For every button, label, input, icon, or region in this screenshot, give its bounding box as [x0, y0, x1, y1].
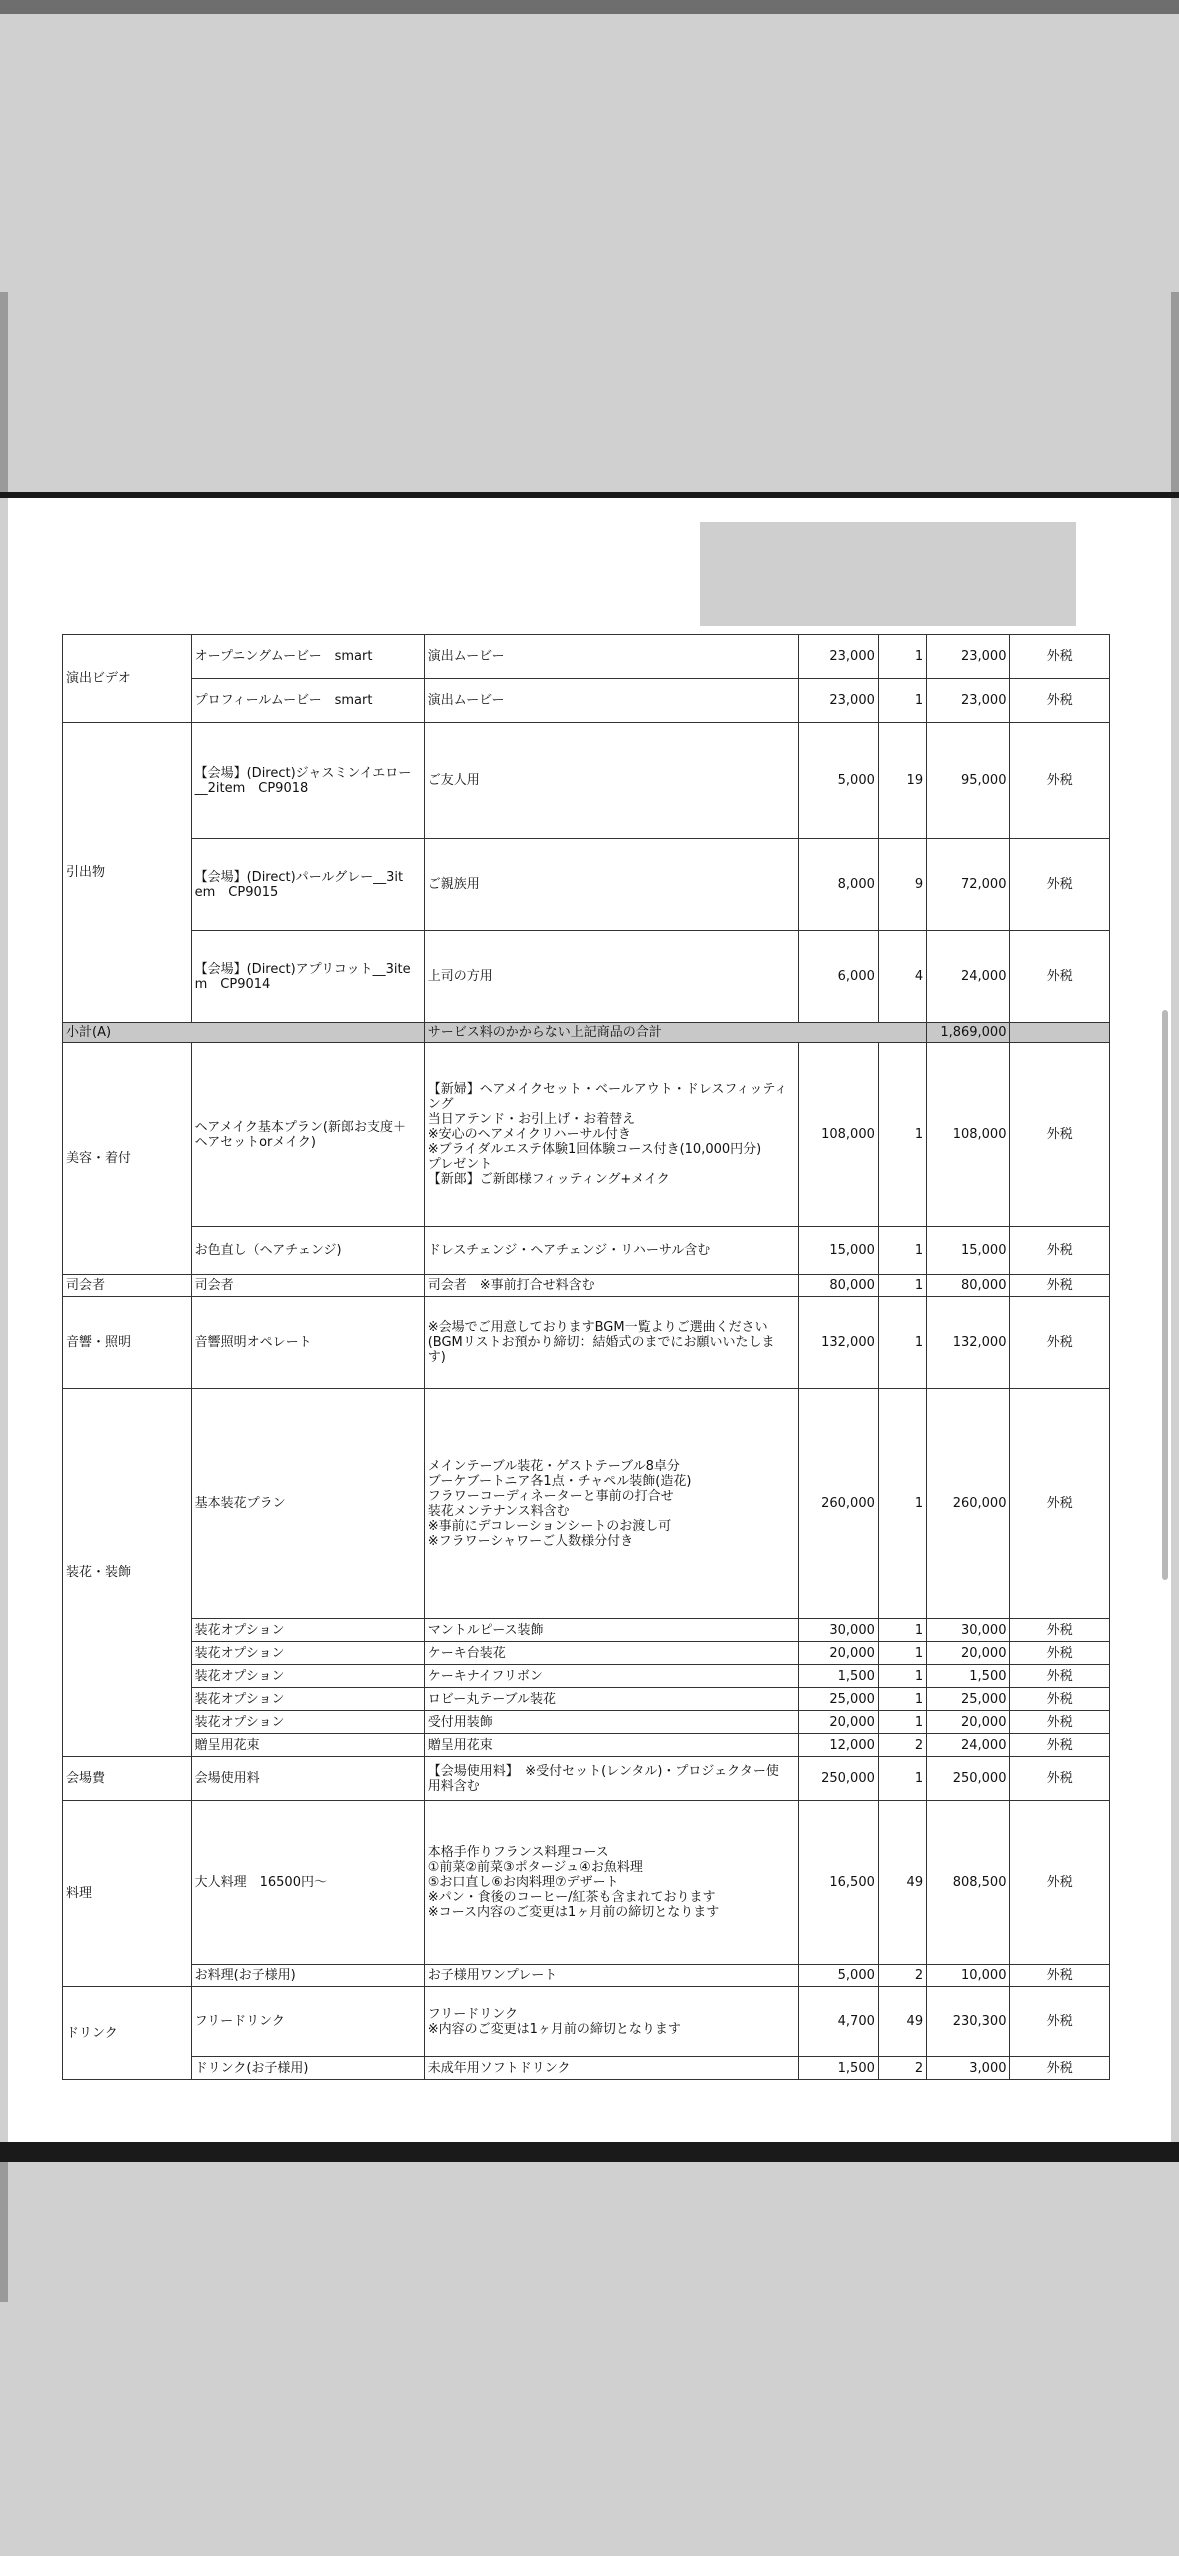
tax-type-cell: 外税: [1010, 1734, 1110, 1757]
description-cell: 演出ムービー: [424, 635, 798, 679]
description-cell: ※会場でご用意しておりますBGM一覧よりご選曲ください (BGMリストお預かり締切：結婚式のまでにお願いいたしま す): [424, 1297, 798, 1389]
unit-price-cell: 23,000: [798, 635, 878, 679]
quantity-cell: 1: [878, 635, 926, 679]
unit-price-cell: 16,500: [798, 1801, 878, 1965]
next-page-edge: [0, 2162, 8, 2302]
item-name-cell: 会場使用料: [191, 1757, 424, 1801]
unit-price-cell: 20,000: [798, 1711, 878, 1734]
amount-cell: 80,000: [927, 1275, 1010, 1297]
amount-cell: 25,000: [927, 1688, 1010, 1711]
item-name-cell: ヘアメイク基本プラン(新郎お支度＋ ヘアセットorメイク): [191, 1043, 424, 1227]
unit-price-cell: 80,000: [798, 1275, 878, 1297]
unit-price-cell: 1,500: [798, 1665, 878, 1688]
next-page-area: [8, 2162, 1171, 2556]
description-cell: ドレスチェンジ・ヘアチェンジ・リハーサル含む: [424, 1227, 798, 1275]
table-row: [63, 1688, 1110, 1711]
tax-type-cell: 外税: [1010, 1619, 1110, 1642]
subtotal-amount: 1,869,000: [927, 1023, 1010, 1043]
category-cell: 引出物: [63, 723, 192, 1023]
description-cell: ご友人用: [424, 723, 798, 839]
unit-price-cell: 30,000: [798, 1619, 878, 1642]
tax-type-cell: 外税: [1010, 1275, 1110, 1297]
tax-type-cell: 外税: [1010, 1965, 1110, 1987]
tax-type-cell: 外税: [1010, 635, 1110, 679]
item-name-cell: 音響照明オペレート: [191, 1297, 424, 1389]
amount-cell: 95,000: [927, 723, 1010, 839]
item-name-cell: 装花オプション: [191, 1665, 424, 1688]
amount-cell: 20,000: [927, 1711, 1010, 1734]
quantity-cell: 19: [878, 723, 926, 839]
description-cell: 上司の方用: [424, 931, 798, 1023]
tax-type-cell: 外税: [1010, 1043, 1110, 1227]
item-name-cell: 装花オプション: [191, 1619, 424, 1642]
tax-type-cell: 外税: [1010, 1665, 1110, 1688]
item-name-cell: 司会者: [191, 1275, 424, 1297]
unit-price-cell: 6,000: [798, 931, 878, 1023]
table-row: [63, 1711, 1110, 1734]
amount-cell: 24,000: [927, 931, 1010, 1023]
table-row: [63, 2057, 1110, 2080]
tax-type-cell: 外税: [1010, 1688, 1110, 1711]
tax-type-cell: 外税: [1010, 1389, 1110, 1619]
item-name-cell: 【会場】(Direct)アプリコット__3ite m CP9014: [191, 931, 424, 1023]
item-name-cell: オープニングムービー smart: [191, 635, 424, 679]
unit-price-cell: 4,700: [798, 1987, 878, 2057]
item-name-cell: ドリンク(お子様用): [191, 2057, 424, 2080]
table-row: [63, 1734, 1110, 1757]
table-row: [63, 1227, 1110, 1275]
table-row: [63, 839, 1110, 931]
quantity-cell: 1: [878, 1642, 926, 1665]
unit-price-cell: 132,000: [798, 1297, 878, 1389]
unit-price-cell: 12,000: [798, 1734, 878, 1757]
tax-type-cell: 外税: [1010, 679, 1110, 723]
table-row: [63, 723, 1110, 839]
amount-cell: 23,000: [927, 635, 1010, 679]
unit-price-cell: 5,000: [798, 1965, 878, 1987]
item-name-cell: 大人料理 16500円～: [191, 1801, 424, 1965]
category-cell: ドリンク: [63, 1987, 192, 2080]
tax-type-cell: 外税: [1010, 1801, 1110, 1965]
document-page: [8, 498, 1171, 2142]
quantity-cell: 1: [878, 1043, 926, 1227]
tax-type-cell: 外税: [1010, 1757, 1110, 1801]
unit-price-cell: 15,000: [798, 1227, 878, 1275]
subtotal-row: [63, 1023, 1110, 1043]
tax-type-cell: 外税: [1010, 839, 1110, 931]
description-cell: ご親族用: [424, 839, 798, 931]
quantity-cell: 1: [878, 1665, 926, 1688]
unit-price-cell: 108,000: [798, 1043, 878, 1227]
page-separator-bottom: [0, 2142, 1179, 2162]
quantity-cell: 1: [878, 1275, 926, 1297]
table-row: [63, 1757, 1110, 1801]
description-cell: お子様用ワンプレート: [424, 1965, 798, 1987]
quantity-cell: 1: [878, 1688, 926, 1711]
category-cell: 音響・照明: [63, 1297, 192, 1389]
category-cell: 会場費: [63, 1757, 192, 1801]
amount-cell: 10,000: [927, 1965, 1010, 1987]
description-cell: 演出ムービー: [424, 679, 798, 723]
category-cell: 司会者: [63, 1275, 192, 1297]
quantity-cell: 9: [878, 839, 926, 931]
estimate-table: [62, 634, 1110, 2080]
item-name-cell: 装花オプション: [191, 1642, 424, 1665]
scrollbar-thumb[interactable]: [1162, 1010, 1168, 1580]
estimate-table-body: [63, 635, 1110, 2080]
table-row: [63, 1965, 1110, 1987]
quantity-cell: 1: [878, 1227, 926, 1275]
unit-price-cell: 23,000: [798, 679, 878, 723]
amount-cell: 30,000: [927, 1619, 1010, 1642]
unit-price-cell: 5,000: [798, 723, 878, 839]
category-cell: 装花・装飾: [63, 1389, 192, 1757]
table-row: [63, 1043, 1110, 1227]
description-cell: ロビー丸テーブル装花: [424, 1688, 798, 1711]
category-cell: 美容・着付: [63, 1043, 192, 1275]
subtotal-label: 小計(A): [63, 1023, 425, 1043]
amount-cell: 15,000: [927, 1227, 1010, 1275]
quantity-cell: 4: [878, 931, 926, 1023]
item-name-cell: プロフィールムービー smart: [191, 679, 424, 723]
item-name-cell: お色直し（ヘアチェンジ): [191, 1227, 424, 1275]
tax-type-cell: 外税: [1010, 723, 1110, 839]
table-row: [63, 679, 1110, 723]
description-cell: ケーキナイフリボン: [424, 1665, 798, 1688]
item-name-cell: 装花オプション: [191, 1688, 424, 1711]
item-name-cell: 装花オプション: [191, 1711, 424, 1734]
previous-page-edge: [0, 292, 8, 492]
description-cell: 司会者 ※事前打合せ料含む: [424, 1275, 798, 1297]
category-cell: 料理: [63, 1801, 192, 1987]
quantity-cell: 1: [878, 1297, 926, 1389]
description-cell: 本格手作りフランス料理コース ①前菜②前菜③ポタージュ④お魚料理 ⑤お口直し⑥お肉料理⑦デザート ※パン・食後のコーヒー/紅茶も含まれております ※コース内容のご変更は1ヶ月前の締切となります: [424, 1801, 798, 1965]
amount-cell: 808,500: [927, 1801, 1010, 1965]
status-bar: [0, 0, 1179, 14]
description-cell: 未成年用ソフトドリンク: [424, 2057, 798, 2080]
item-name-cell: 【会場】(Direct)ジャスミンイエロー __2item CP9018: [191, 723, 424, 839]
subtotal-blank: [1010, 1023, 1110, 1043]
amount-cell: 260,000: [927, 1389, 1010, 1619]
quantity-cell: 49: [878, 1801, 926, 1965]
tax-type-cell: 外税: [1010, 931, 1110, 1023]
quantity-cell: 2: [878, 1734, 926, 1757]
quantity-cell: 2: [878, 2057, 926, 2080]
table-row: [63, 635, 1110, 679]
tax-type-cell: 外税: [1010, 2057, 1110, 2080]
item-name-cell: 贈呈用花束: [191, 1734, 424, 1757]
unit-price-cell: 1,500: [798, 2057, 878, 2080]
tax-type-cell: 外税: [1010, 1297, 1110, 1389]
redacted-block: [700, 522, 1076, 626]
description-cell: メインテーブル装花・ゲストテーブル8卓分 ブーケブートニア各1点・チャペル装飾(造花) フラワーコーディネーターと事前の打合せ 装花メンテナンス料含む ※事前にデコレーションシートのお渡し可 ※フラワーシャワーご人数様分付き: [424, 1389, 798, 1619]
unit-price-cell: 8,000: [798, 839, 878, 931]
quantity-cell: 1: [878, 1711, 926, 1734]
description-cell: 【新婦】ヘアメイクセット・ベールアウト・ドレスフィッティング 当日アテンド・お引上げ・お着替え ※安心のヘアメイクリハーサル付き ※ブライダルエステ体験1回体験コース付き(10,000円分) プレゼント 【新郎】ご新郎様フィッティング+メイク: [424, 1043, 798, 1227]
unit-price-cell: 20,000: [798, 1642, 878, 1665]
unit-price-cell: 250,000: [798, 1757, 878, 1801]
quantity-cell: 49: [878, 1987, 926, 2057]
quantity-cell: 1: [878, 679, 926, 723]
amount-cell: 132,000: [927, 1297, 1010, 1389]
table-row: [63, 1665, 1110, 1688]
tax-type-cell: 外税: [1010, 1642, 1110, 1665]
subtotal-description: サービス料のかからない上記商品の合計: [424, 1023, 926, 1043]
quantity-cell: 1: [878, 1389, 926, 1619]
description-cell: フリードリンク ※内容のご変更は1ヶ月前の締切となります: [424, 1987, 798, 2057]
amount-cell: 250,000: [927, 1757, 1010, 1801]
amount-cell: 108,000: [927, 1043, 1010, 1227]
description-cell: マントルピース装飾: [424, 1619, 798, 1642]
table-row: [63, 1389, 1110, 1619]
table-row: [63, 931, 1110, 1023]
table-row: [63, 1275, 1110, 1297]
amount-cell: 24,000: [927, 1734, 1010, 1757]
item-name-cell: フリードリンク: [191, 1987, 424, 2057]
description-cell: 受付用装飾: [424, 1711, 798, 1734]
amount-cell: 230,300: [927, 1987, 1010, 2057]
item-name-cell: お料理(お子様用): [191, 1965, 424, 1987]
item-name-cell: 基本装花プラン: [191, 1389, 424, 1619]
quantity-cell: 1: [878, 1757, 926, 1801]
table-row: [63, 1642, 1110, 1665]
quantity-cell: 2: [878, 1965, 926, 1987]
amount-cell: 1,500: [927, 1665, 1010, 1688]
description-cell: 贈呈用花束: [424, 1734, 798, 1757]
amount-cell: 23,000: [927, 679, 1010, 723]
amount-cell: 72,000: [927, 839, 1010, 931]
description-cell: 【会場使用料】 ※受付セット(レンタル)・プロジェクター使 用料含む: [424, 1757, 798, 1801]
amount-cell: 20,000: [927, 1642, 1010, 1665]
amount-cell: 3,000: [927, 2057, 1010, 2080]
tax-type-cell: 外税: [1010, 1711, 1110, 1734]
unit-price-cell: 260,000: [798, 1389, 878, 1619]
tax-type-cell: 外税: [1010, 1987, 1110, 2057]
item-name-cell: 【会場】(Direct)パールグレー__3it em CP9015: [191, 839, 424, 931]
category-cell: 演出ビデオ: [63, 635, 192, 723]
previous-page-area: [8, 14, 1171, 492]
table-row: [63, 1297, 1110, 1389]
unit-price-cell: 25,000: [798, 1688, 878, 1711]
table-row: [63, 1801, 1110, 1965]
tax-type-cell: 外税: [1010, 1227, 1110, 1275]
table-row: [63, 1987, 1110, 2057]
table-row: [63, 1619, 1110, 1642]
description-cell: ケーキ台装花: [424, 1642, 798, 1665]
previous-page-edge-right: [1171, 292, 1179, 492]
quantity-cell: 1: [878, 1619, 926, 1642]
